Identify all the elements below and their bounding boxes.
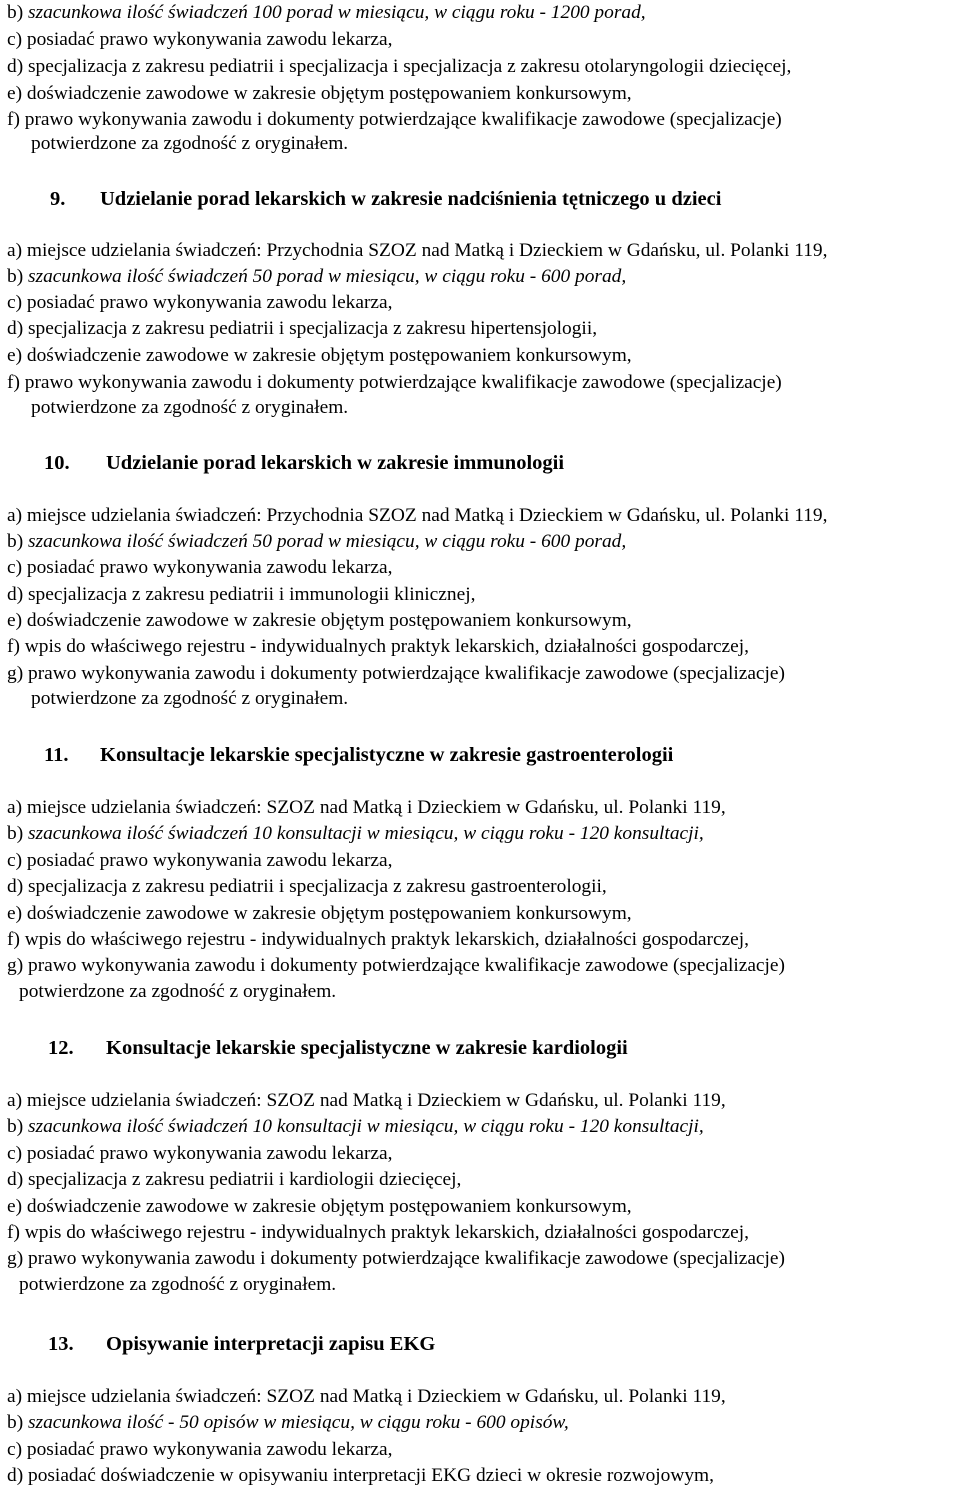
section-number: 13. [48,1333,74,1355]
requirement-e: e) doświadczenie zawodowe w zakresie objętym postępowaniem konkursowym, [7,345,632,366]
item-text-italic: szacunkowa ilość świadczeń 50 porad w miesiącu, w ciągu roku - 600 porad, [28,266,627,287]
requirement-d: d) posiadać doświadczenie w opisywaniu interpretacji EKG dzieci w okresie rozwojowym, [7,1465,714,1486]
requirement-e: e) doświadczenie zawodowe w zakresie objętym postępowaniem konkursowym, [7,610,632,631]
requirement-d: d) specjalizacja z zakresu pediatrii i immunologii klinicznej, [7,584,476,605]
requirement-d: d) specjalizacja z zakresu pediatrii i kardiologii dziecięcej, [7,1169,462,1190]
requirement-d: d) specjalizacja z zakresu pediatrii i specjalizacja i specjalizacja z zakresu otolaryngologii dziecięcej, [7,56,792,77]
requirement-b [7,531,626,553]
requirement-g: g) prawo wykonywania zawodu i dokumenty potwierdzające kwalifikacje zawodowe (specjalizacje) [7,955,785,976]
item-text-italic: szacunkowa ilość świadczeń 100 porad w miesiącu, w ciągu roku - 1200 porad, [28,2,646,23]
item-text-italic: szacunkowa ilość świadczeń 10 konsultacji w miesiącu, w ciągu roku - 120 konsultacji, [28,1116,704,1137]
requirement-f: f) wpis do właściwego rejestru - indywidualnych praktyk lekarskich, działalności gospodarczej, [7,1222,750,1243]
requirement-f-continuation: potwierdzone za zgodność z oryginałem. [31,397,349,418]
item-prefix: b) [7,1412,29,1433]
requirement-f: f) prawo wykonywania zawodu i dokumenty potwierdzające kwalifikacje zawodowe (specjalizacje) [7,372,782,393]
requirement-e: e) doświadczenie zawodowe w zakresie objętym postępowaniem konkursowym, [7,1196,632,1217]
item-prefix: b) [7,823,29,844]
requirement-f: f) wpis do właściwego rejestru - indywidualnych praktyk lekarskich, działalności gospodarczej, [7,929,750,950]
section-title: Udzielanie porad lekarskich w zakresie immunologii [106,452,565,474]
item-text-italic: szacunkowa ilość - 50 opisów w miesiącu, w ciągu roku - 600 opisów, [28,1412,569,1433]
requirement-b [7,2,646,24]
section-number: 11. [44,744,69,766]
item-prefix: b) [7,531,29,552]
requirement-c: c) posiadać prawo wykonywania zawodu lekarza, [7,29,393,50]
requirement-d: d) specjalizacja z zakresu pediatrii i specjalizacja z zakresu hipertensjologii, [7,318,598,339]
requirement-b [7,1116,704,1138]
requirement-g-continuation: potwierdzone za zgodność z oryginałem. [19,981,337,1002]
section-number: 10. [44,452,70,474]
item-prefix: b) [7,1116,29,1137]
requirement-e: e) doświadczenie zawodowe w zakresie objętym postępowaniem konkursowym, [7,83,632,104]
requirement-b [7,1412,569,1434]
requirement-g-continuation: potwierdzone za zgodność z oryginałem. [31,688,349,709]
requirement-g: g) prawo wykonywania zawodu i dokumenty potwierdzające kwalifikacje zawodowe (specjalizacje) [7,1248,785,1269]
requirement-b [7,823,704,845]
section-title: Opisywanie interpretacji zapisu EKG [106,1333,436,1355]
requirement-g-continuation: potwierdzone za zgodność z oryginałem. [19,1274,337,1295]
section-title: Udzielanie porad lekarskich w zakresie nadciśnienia tętniczego u dzieci [100,188,722,210]
requirement-b [7,266,626,288]
requirement-c: c) posiadać prawo wykonywania zawodu lekarza, [7,1143,393,1164]
section-title: Konsultacje lekarskie specjalistyczne w zakresie gastroenterologii [100,744,674,766]
section-heading-12 [48,1036,628,1060]
item-prefix: b) [7,2,29,23]
section-number: 9. [50,188,66,210]
requirement-a: a) miejsce udzielania świadczeń: SZOZ nad Matką i Dzieckiem w Gdańsku, ul. Polanki 119, [7,1386,726,1407]
requirement-a: a) miejsce udzielania świadczeń: SZOZ nad Matką i Dzieckiem w Gdańsku, ul. Polanki 119, [7,1090,726,1111]
requirement-c: c) posiadać prawo wykonywania zawodu lekarza, [7,292,393,313]
section-number: 12. [48,1037,74,1059]
requirement-a: a) miejsce udzielania świadczeń: SZOZ nad Matką i Dzieckiem w Gdańsku, ul. Polanki 119, [7,797,726,818]
section-heading-13 [48,1332,435,1356]
requirement-g: g) prawo wykonywania zawodu i dokumenty potwierdzające kwalifikacje zawodowe (specjalizacje) [7,663,785,684]
item-prefix: b) [7,266,29,287]
requirement-f-continuation: potwierdzone za zgodność z oryginałem. [31,133,349,154]
requirement-f: f) prawo wykonywania zawodu i dokumenty potwierdzające kwalifikacje zawodowe (specjalizacje) [7,109,782,130]
section-heading-10 [44,451,564,475]
section-title: Konsultacje lekarskie specjalistyczne w zakresie kardiologii [106,1037,628,1059]
requirement-d: d) specjalizacja z zakresu pediatrii i specjalizacja z zakresu gastroenterologii, [7,876,607,897]
requirement-a: a) miejsce udzielania świadczeń: Przychodnia SZOZ nad Matką i Dzieckiem w Gdańsku, ul. Polanki 119, [7,240,828,261]
requirement-e: e) doświadczenie zawodowe w zakresie objętym postępowaniem konkursowym, [7,903,632,924]
requirement-f: f) wpis do właściwego rejestru - indywidualnych praktyk lekarskich, działalności gospodarczej, [7,636,750,657]
requirement-c: c) posiadać prawo wykonywania zawodu lekarza, [7,850,393,871]
requirement-c: c) posiadać prawo wykonywania zawodu lekarza, [7,557,393,578]
section-heading-11 [44,743,673,767]
requirement-a: a) miejsce udzielania świadczeń: Przychodnia SZOZ nad Matką i Dzieckiem w Gdańsku, ul. Polanki 119, [7,505,828,526]
item-text-italic: szacunkowa ilość świadczeń 10 konsultacji w miesiącu, w ciągu roku - 120 konsultacji, [28,823,704,844]
section-heading-9 [50,187,721,211]
item-text-italic: szacunkowa ilość świadczeń 50 porad w miesiącu, w ciągu roku - 600 porad, [28,531,627,552]
requirement-c: c) posiadać prawo wykonywania zawodu lekarza, [7,1439,393,1460]
